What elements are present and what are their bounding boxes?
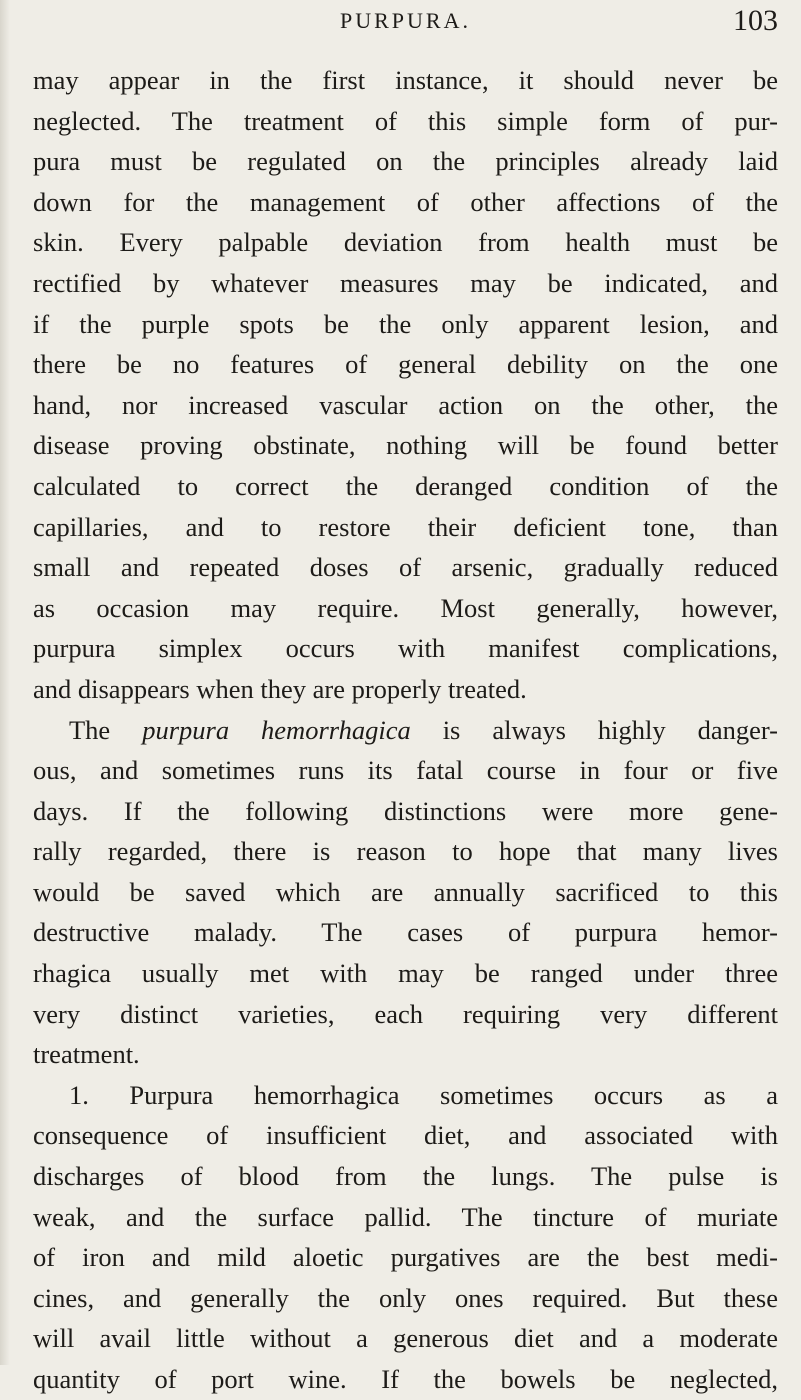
text-line: purpura simplex occurs with manifest complications,: [33, 633, 778, 664]
text-line: may appear in the first instance, it should never be: [33, 65, 778, 95]
text-line: and disappears when they are properly treated.: [33, 673, 527, 704]
text-line: as occasion may require. Most generally, however,: [33, 592, 778, 623]
text-line: pura must be regulated on the principles already laid: [33, 146, 778, 177]
page-gutter-shadow: [0, 0, 10, 1365]
text-line: consequence of insufficient diet, and associated with: [33, 1120, 778, 1151]
paragraph-1: [33, 60, 778, 710]
text-line: destructive malady. The cases of purpura hemor-: [33, 917, 778, 948]
text-line: quantity of port wine. If the bowels be neglected,: [33, 1364, 778, 1394]
text-line: rectified by whatever measures may be indicated, and: [33, 267, 778, 298]
text-line: if the purple spots be the only apparent lesion, and: [33, 308, 778, 339]
text-line: ous, and sometimes runs its fatal course in four or five: [33, 755, 778, 786]
text-line: down for the management of other affections of the: [33, 186, 778, 217]
text-line: of iron and mild aloetic purgatives are the best medi-: [33, 1242, 778, 1273]
text-line: rhagica usually met with may be ranged under three: [33, 958, 778, 989]
page-header: [33, 4, 778, 44]
text-line: cines, and generally the only ones required. But these: [33, 1282, 778, 1313]
text-line: neglected. The treatment of this simple form of pur-: [33, 105, 778, 136]
text-line: there be no features of general debility on the one: [33, 349, 778, 380]
text-line-first: [33, 710, 778, 751]
running-title: PURPURA.: [340, 8, 471, 33]
text-line: days. If the following distinctions were more gene-: [33, 795, 778, 826]
text-run: The: [69, 714, 143, 745]
text-line: capillaries, and to restore their deficient tone, than: [33, 511, 778, 542]
italic-term: purpura hemorrhagica: [142, 714, 411, 745]
page-number: 103: [733, 4, 778, 37]
text-line: skin. Every palpable deviation from health must be: [33, 227, 778, 258]
paragraph-3: [33, 1075, 778, 1400]
paragraph-2: [33, 710, 778, 1075]
text-line: treatment.: [33, 1039, 140, 1070]
text-line: would be saved which are annually sacrificed to this: [33, 876, 778, 907]
text-line: disease proving obstinate, nothing will be found better: [33, 430, 778, 461]
text-line: discharges of blood from the lungs. The pulse is: [33, 1161, 778, 1192]
text-line: 1. Purpura hemorrhagica sometimes occurs as a: [69, 1079, 778, 1110]
text-line: weak, and the surface pallid. The tincture of muriate: [33, 1201, 778, 1232]
text-run: is always highly danger-: [410, 714, 779, 745]
text-line: calculated to correct the deranged condition of the: [33, 470, 778, 501]
text-line: will avail little without a generous diet and a moderate: [33, 1323, 778, 1354]
text-line: very distinct varieties, each requiring very different: [33, 998, 778, 1029]
text-line: rally regarded, there is reason to hope that many lives: [33, 836, 778, 867]
text-line: hand, nor increased vascular action on the other, the: [33, 389, 778, 420]
body-text: [33, 60, 778, 1400]
text-line: small and repeated doses of arsenic, gradually reduced: [33, 552, 778, 583]
